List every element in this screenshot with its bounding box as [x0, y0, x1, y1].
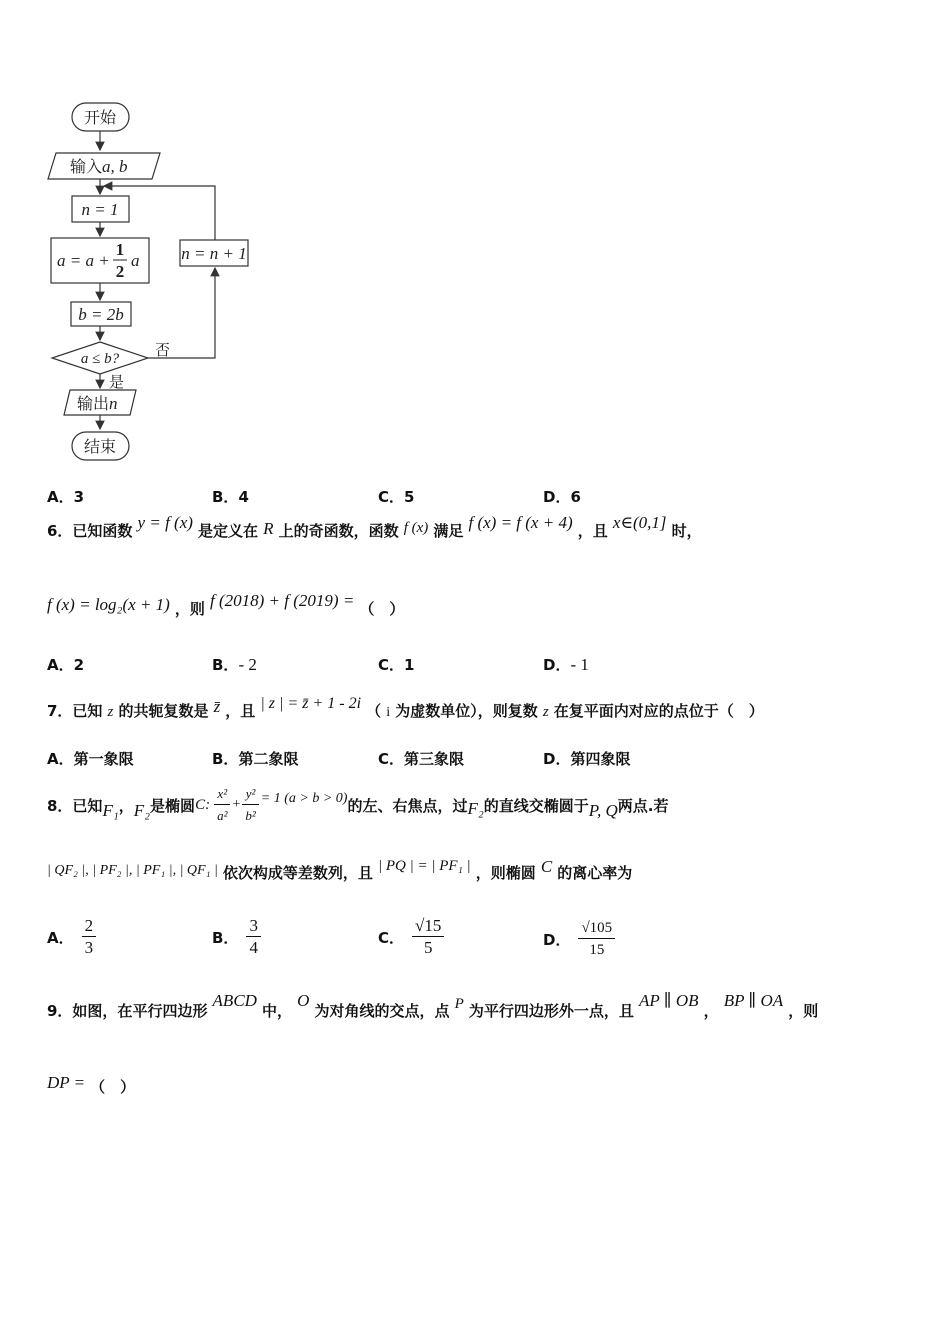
q8-option-a[interactable]: A． $\frac{2}{3}$ — [47, 916, 96, 959]
end-label: 结束 — [83, 437, 117, 456]
q8-option-c[interactable]: C． $\frac{√15}{5}$ — [378, 916, 444, 959]
q5-option-d[interactable]: D．6 — [543, 488, 581, 506]
q9-stem-line2: DP = （ ） — [47, 1073, 136, 1096]
q6-stem-line1: 6．已知函数 y = f (x) 是定义在 R 上的奇函数，函数 f (x) 满足 f (x) = f (x + 4) ，且 x∈(0,1] 时， — [47, 513, 702, 540]
q6-formula-6: f (x) = log₂(x + 1) — [47, 595, 170, 614]
update-b-label: b = 2b — [78, 305, 124, 324]
output-var: n — [109, 394, 118, 413]
q7-option-c[interactable]: C．第三象限 — [378, 750, 465, 768]
q8-option-b[interactable]: B． $\frac{3}{4}$ — [212, 916, 261, 959]
yes-label: 是 — [109, 373, 125, 391]
q6-formula-7: f (2018) + f (2019) = — [210, 591, 355, 610]
q6-option-d[interactable]: D．- 1 — [543, 655, 589, 674]
svg-text:输入a, b — [70, 157, 128, 176]
q7-option-a[interactable]: A．第一象限 — [47, 750, 134, 768]
q8-option-d[interactable]: D． $\frac{√105}{15}$ — [543, 918, 615, 961]
init-label: n = 1 — [81, 200, 119, 219]
q7-stem: 7．已知 z 的共轭复数是 z̄ ，且 | z | = z̄ + 1 - 2i （ i 为虚数单位），则复数 z 在复平面内对应的点位于（ ） — [47, 695, 764, 720]
update-a-den: 2 — [115, 262, 125, 281]
q5-option-b[interactable]: B．4 — [212, 488, 249, 506]
q6-option-c[interactable]: C．1 — [378, 656, 415, 674]
start-label: 开始 — [83, 108, 117, 127]
q5-option-a[interactable]: A．3 — [47, 488, 85, 506]
q5-option-c[interactable]: C．5 — [378, 488, 415, 506]
q6-stem-line2: f (x) = log₂(x + 1) ，则 f (2018) + f (2019) = （ ） — [47, 591, 405, 618]
q8-stem-line2: | QF₂ |, | PF₂ |, | PF₁ |, | QF₁ | 依次构成等差数列，且 | PQ | = | PF₁ | ，则椭圆 C 的离心率为 — [47, 857, 633, 882]
update-a-right: a — [131, 251, 140, 270]
svg-text:输出n — [77, 394, 118, 413]
q9-stem-line1: 9．如图，在平行四边形 ABCD 中， O 为对角线的交点，点 P 为平行四边形外一点，且 AP ∥ OB ， BP ∥ OA ，则 — [47, 991, 819, 1020]
output-prefix: 输出 — [77, 394, 110, 413]
flowchart — [0, 0, 300, 470]
q6-formula-1: y = f (x) — [137, 513, 193, 532]
no-label: 否 — [155, 341, 171, 359]
q6-option-b[interactable]: B．- 2 — [212, 655, 257, 674]
q7-option-b[interactable]: B．第二象限 — [212, 750, 299, 768]
increment-label: n = n + 1 — [181, 244, 247, 263]
q7-option-d[interactable]: D．第四象限 — [543, 750, 631, 768]
input-prefix: 输入 — [70, 157, 103, 176]
input-vars: a, b — [102, 157, 128, 176]
update-a-left: a = a + — [57, 251, 110, 270]
q8-stem-line1: 8．已知 F₁ ， F₂ 是椭圆 C: $\frac{\text{x²}}{\text{a²}}$ + $\frac{\text{y²}}{\text{b²}}$ = 1 (a > b > 0) 的左、右焦点，过 F₂ 的直线交椭圆于 P, Q 两点.若 — [47, 785, 669, 823]
q6-option-a[interactable]: A．2 — [47, 656, 85, 674]
update-a-num: 1 — [115, 240, 125, 259]
condition-label: a ≤ b? — [80, 351, 120, 367]
q7-formula: | z | = z̄ + 1 - 2i — [260, 695, 362, 712]
